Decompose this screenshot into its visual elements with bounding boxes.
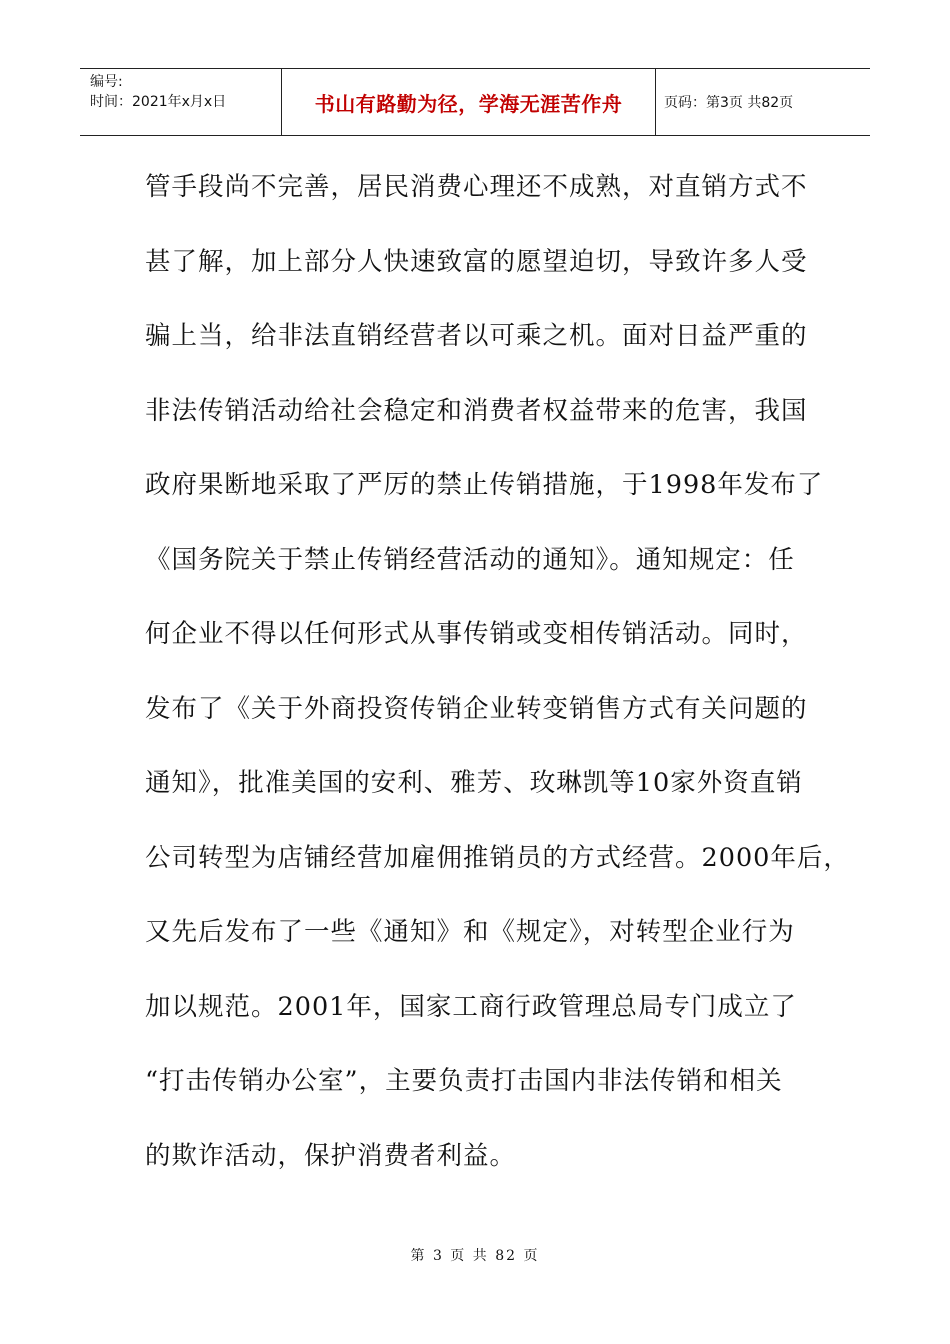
paragraph-line: 又先后发布了一些《通知》和《规定》，对转型企业行为 [145, 917, 795, 947]
paragraph-line: 政府果断地采取了严厉的禁止传销措施，于1998年发布了 [145, 470, 824, 500]
paragraph-line: 非法传销活动给社会稳定和消费者权益带来的危害，我国 [145, 395, 808, 426]
paragraph-line: 加以规范。2001年，国家工商行政管理总局专门成立了 [145, 991, 797, 1022]
body-text [145, 150, 850, 1193]
paragraph-line: “打击传销办公室”，主要负责打击国内非法传销和相关 [145, 1066, 783, 1096]
paragraph-line: 甚了解，加上部分人快速致富的愿望迫切，导致许多人受 [145, 246, 808, 277]
header-motto: 书山有路勤为径，学海无涯苦作舟 [282, 69, 656, 135]
serial-label: 编号: [90, 74, 123, 90]
time-label: 时间：2021年x月x日 [90, 94, 227, 110]
paragraph-line: 骗上当，给非法直销经营者以可乘之机。面对日益严重的 [145, 321, 808, 351]
paragraph-line: 的欺诈活动，保护消费者利益。 [145, 1140, 517, 1171]
header-meta [80, 69, 282, 135]
paragraph-line: 管手段尚不完善，居民消费心理还不成熟，对直销方式不 [145, 172, 808, 202]
paragraph-line: 何企业不得以任何形式从事传销或变相传销活动。同时， [145, 619, 808, 649]
page-footer: 第 3 页 共 82 页 [410, 1248, 540, 1264]
paragraph-line: 通知》，批准美国的安利、雅芳、玫琳凯等10家外资直销 [145, 768, 803, 798]
paragraph-line: 公司转型为店铺经营加雇佣推销员的方式经营。2000年后， [145, 842, 850, 873]
paragraph-line: 《国务院关于禁止传销经营活动的通知》。通知规定：任 [145, 544, 795, 575]
header-page-info: 页码：第3页 共82页 [664, 95, 794, 111]
paragraph-line: 发布了《关于外商投资传销企业转变销售方式有关问题的 [145, 693, 808, 724]
page-header [80, 68, 870, 136]
